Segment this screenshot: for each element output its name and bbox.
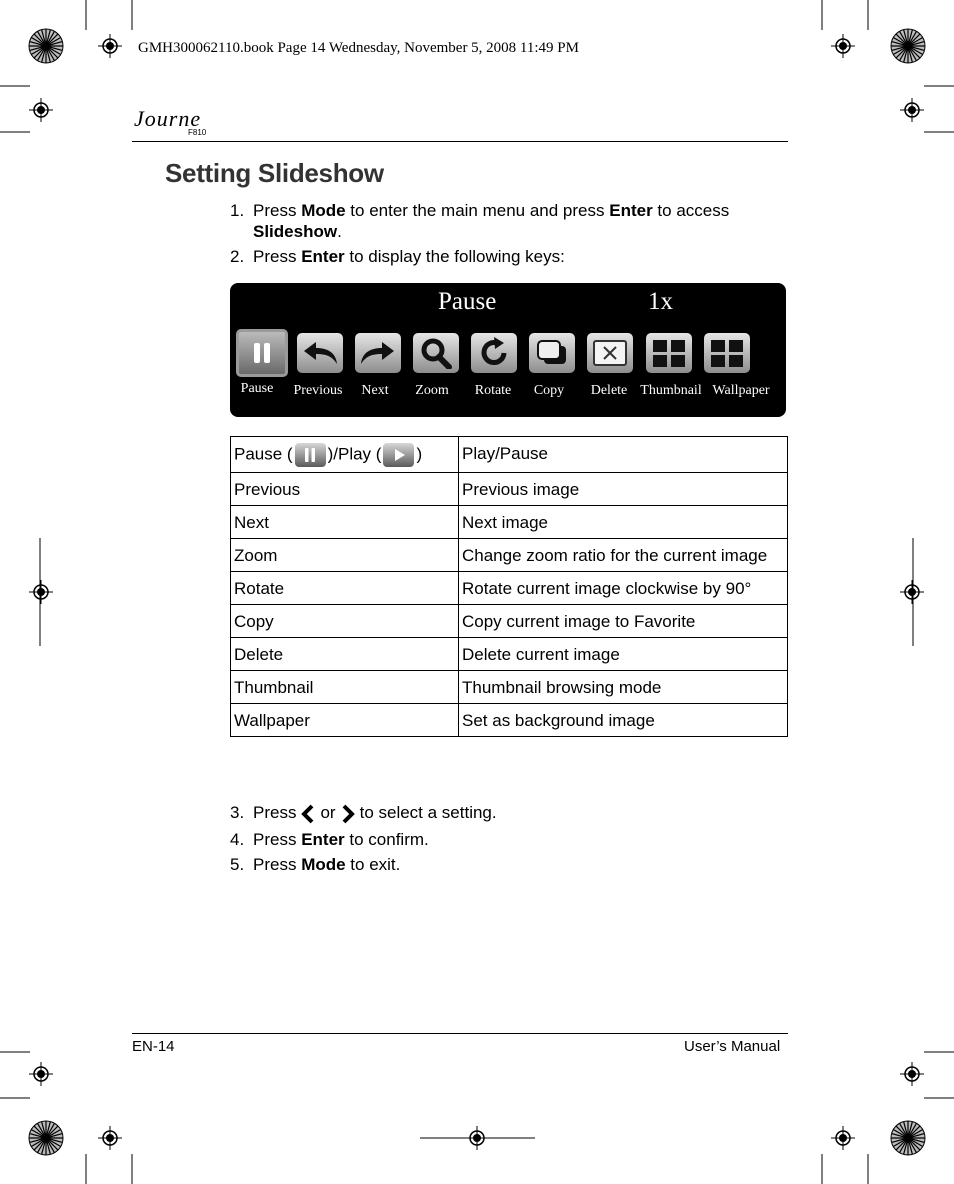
screen-speed: 1x xyxy=(648,288,673,315)
step-text: to display the following keys: xyxy=(344,247,565,266)
table-cell: Rotate current image clockwise by 90° xyxy=(459,572,788,605)
delete-key[interactable] xyxy=(587,333,633,373)
copy-icon xyxy=(535,338,569,368)
copy-key[interactable] xyxy=(529,333,575,373)
brand-logo xyxy=(134,106,207,137)
step-text: Press xyxy=(253,247,302,266)
key-label: Previous xyxy=(293,383,343,398)
play-icon xyxy=(383,443,414,467)
table-cell: Previous image xyxy=(459,473,788,506)
table-row xyxy=(231,638,788,671)
cell-text: )/Play ( xyxy=(327,444,382,464)
chevron-right-icon xyxy=(340,804,356,824)
page-title: Setting Slideshow xyxy=(165,158,384,188)
table-row xyxy=(231,506,788,539)
step-text: Press xyxy=(253,830,302,849)
step-2 xyxy=(230,246,565,267)
step-text: to select a setting. xyxy=(359,803,497,822)
step-text: Press xyxy=(253,855,302,874)
step-number: 1. xyxy=(230,201,245,220)
step-text: to enter the main menu and press xyxy=(345,201,610,220)
key-label: Delete xyxy=(590,383,628,398)
table-row xyxy=(231,605,788,638)
step-4 xyxy=(230,829,429,850)
step-text: to confirm. xyxy=(344,830,429,849)
step-number: 5. xyxy=(230,855,245,874)
step-text: to access xyxy=(652,201,730,220)
key-label: Copy xyxy=(533,383,565,398)
key-name: Enter xyxy=(301,247,345,266)
step-1 xyxy=(230,200,783,242)
print-header: GMH300062110.book Page 14 Wednesday, November 5, 2008 11:49 PM xyxy=(138,40,579,56)
table-row xyxy=(231,473,788,506)
table-cell: Set as background image xyxy=(459,704,788,737)
step-text: Press xyxy=(253,201,302,220)
slideshow-screen xyxy=(230,283,786,417)
table-cell: Change zoom ratio for the current image xyxy=(459,539,788,572)
previous-key[interactable] xyxy=(297,333,343,373)
table-cell: Rotate xyxy=(231,572,459,605)
rotate-icon xyxy=(477,336,511,370)
step-text: or xyxy=(320,803,336,822)
key-label: Thumbnail xyxy=(640,383,702,398)
footer-title: User’s Manual xyxy=(684,1038,781,1055)
table-cell: Next image xyxy=(459,506,788,539)
key-name: Slideshow xyxy=(253,222,338,241)
wallpaper-icon xyxy=(708,337,746,369)
table-cell: Delete current image xyxy=(459,638,788,671)
next-key[interactable] xyxy=(355,333,401,373)
table-row xyxy=(231,437,788,473)
zoom-icon xyxy=(419,337,453,369)
screen-status: Pause xyxy=(438,288,497,315)
pause-key[interactable] xyxy=(236,329,288,377)
zoom-key[interactable] xyxy=(413,333,459,373)
table-row xyxy=(231,704,788,737)
key-label: Next xyxy=(361,383,389,398)
step-number: 2. xyxy=(230,247,245,266)
logo-script: Journe xyxy=(134,106,202,131)
header-rule xyxy=(132,141,788,142)
key-label: Wallpaper xyxy=(712,383,770,398)
step-text: . xyxy=(337,222,342,241)
table-cell: Previous xyxy=(231,473,459,506)
previous-icon xyxy=(300,338,340,368)
step-number: 3. xyxy=(230,803,245,822)
key-name: Enter xyxy=(609,201,653,220)
delete-icon xyxy=(591,338,629,368)
table-cell: Zoom xyxy=(231,539,459,572)
key-name: Mode xyxy=(301,855,346,874)
table-row xyxy=(231,539,788,572)
table-row xyxy=(231,671,788,704)
table-cell: Copy current image to Favorite xyxy=(459,605,788,638)
table-cell: Next xyxy=(231,506,459,539)
step-3 xyxy=(230,801,497,825)
logo-model: F810 xyxy=(188,128,207,137)
thumbnail-key[interactable] xyxy=(646,333,692,373)
rotate-key[interactable] xyxy=(471,333,517,373)
key-label: Zoom xyxy=(415,383,449,398)
step-text: to exit. xyxy=(345,855,401,874)
pause-icon xyxy=(251,341,273,365)
page-number: EN-14 xyxy=(132,1038,175,1055)
key-name: Enter xyxy=(301,830,345,849)
table-row xyxy=(231,572,788,605)
key-label: Pause xyxy=(240,381,274,396)
table-cell: Play/Pause xyxy=(459,437,788,473)
table-cell: Copy xyxy=(231,605,459,638)
step-text: Press xyxy=(253,803,297,822)
cell-text: ) xyxy=(416,444,423,464)
key-table xyxy=(230,436,788,737)
pause-icon xyxy=(295,443,326,467)
key-label: Rotate xyxy=(474,383,512,398)
wallpaper-key[interactable] xyxy=(704,333,750,373)
table-cell: Delete xyxy=(231,638,459,671)
table-cell: Thumbnail xyxy=(231,671,459,704)
table-cell: Wallpaper xyxy=(231,704,459,737)
key-name: Mode xyxy=(301,201,346,220)
next-icon xyxy=(358,338,398,368)
cell-text: Pause ( xyxy=(234,444,293,464)
footer-rule xyxy=(132,1033,788,1034)
table-cell: Thumbnail browsing mode xyxy=(459,671,788,704)
step-5 xyxy=(230,854,400,875)
chevron-left-icon xyxy=(300,804,316,824)
table-cell xyxy=(231,437,459,473)
thumbnail-icon xyxy=(650,337,688,369)
step-number: 4. xyxy=(230,830,245,849)
